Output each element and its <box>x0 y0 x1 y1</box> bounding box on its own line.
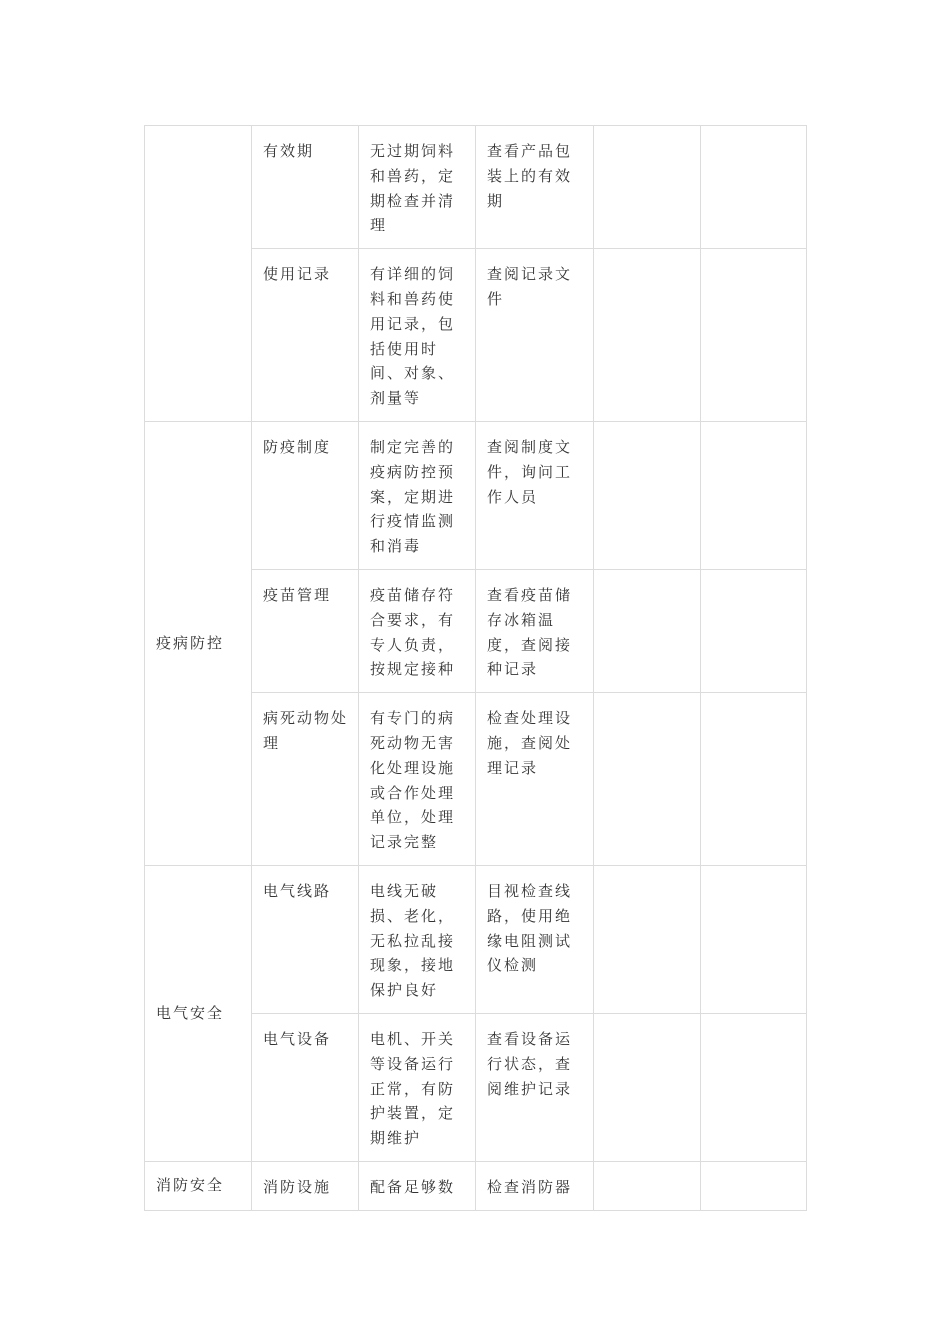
method-cell: 查看产品包装上的有效期 <box>476 126 594 249</box>
item-cell: 消防设施 <box>252 1161 359 1210</box>
remark-cell <box>701 1161 807 1210</box>
requirement-cell: 有详细的饲料和兽药使用记录，包括使用时间、对象、剂量等 <box>359 249 476 422</box>
remark-cell <box>701 1013 807 1161</box>
table-row <box>145 126 807 249</box>
category-cell: 疫病防控 <box>145 421 252 865</box>
requirement-cell: 电线无破损、老化，无私拉乱接现象，接地保护良好 <box>359 865 476 1013</box>
requirement-cell: 疫苗储存符合要求，有专人负责，按规定接种 <box>359 569 476 692</box>
remark-cell <box>701 693 807 866</box>
item-cell: 有效期 <box>252 126 359 249</box>
item-cell: 电气设备 <box>252 1013 359 1161</box>
table-row <box>145 421 807 569</box>
remark-cell <box>701 249 807 422</box>
requirement-cell: 有专门的病死动物无害化处理设施或合作处理单位，处理记录完整 <box>359 693 476 866</box>
remark-cell <box>701 421 807 569</box>
result-cell <box>594 1013 701 1161</box>
category-cell: 电气安全 <box>145 865 252 1161</box>
table-row <box>145 1161 807 1210</box>
category-cell <box>145 126 252 422</box>
result-cell <box>594 126 701 249</box>
inspection-checklist-table <box>144 125 807 1211</box>
method-cell: 检查处理设施，查阅处理记录 <box>476 693 594 866</box>
category-cell: 消防安全 <box>145 1161 252 1210</box>
method-cell: 检查消防器 <box>476 1161 594 1210</box>
item-cell: 电气线路 <box>252 865 359 1013</box>
result-cell <box>594 1161 701 1210</box>
remark-cell <box>701 569 807 692</box>
remark-cell <box>701 126 807 249</box>
item-cell: 病死动物处理 <box>252 693 359 866</box>
requirement-cell: 配备足够数 <box>359 1161 476 1210</box>
method-cell: 目视检查线路，使用绝缘电阻测试仪检测 <box>476 865 594 1013</box>
result-cell <box>594 421 701 569</box>
remark-cell <box>701 865 807 1013</box>
item-cell: 防疫制度 <box>252 421 359 569</box>
requirement-cell: 电机、开关等设备运行正常，有防护装置，定期维护 <box>359 1013 476 1161</box>
requirement-cell: 无过期饲料和兽药，定期检查并清理 <box>359 126 476 249</box>
method-cell: 查看设备运行状态，查阅维护记录 <box>476 1013 594 1161</box>
item-cell: 使用记录 <box>252 249 359 422</box>
method-cell: 查阅记录文件 <box>476 249 594 422</box>
result-cell <box>594 569 701 692</box>
method-cell: 查阅制度文件，询问工作人员 <box>476 421 594 569</box>
item-cell: 疫苗管理 <box>252 569 359 692</box>
result-cell <box>594 249 701 422</box>
table-row <box>145 865 807 1013</box>
result-cell <box>594 865 701 1013</box>
result-cell <box>594 693 701 866</box>
requirement-cell: 制定完善的疫病防控预案，定期进行疫情监测和消毒 <box>359 421 476 569</box>
method-cell: 查看疫苗储存冰箱温度，查阅接种记录 <box>476 569 594 692</box>
